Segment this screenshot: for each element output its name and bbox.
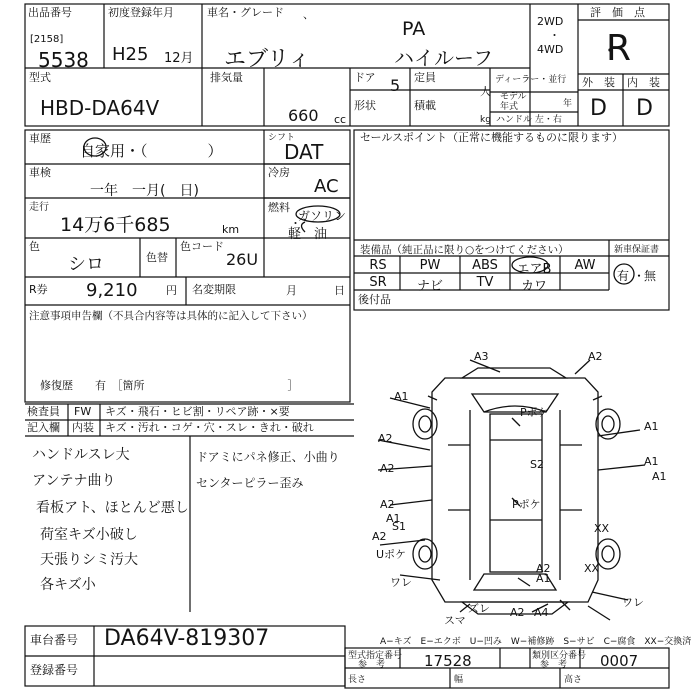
remark-2: 看板アト、ほとんど悪し: [36, 500, 189, 516]
warranty-dot: ・: [633, 269, 646, 283]
shift-label: シフト: [268, 133, 296, 143]
diagram-mark: A3: [474, 350, 489, 363]
diagram-mark: ズレ: [468, 602, 490, 615]
interior-value: D: [636, 96, 653, 121]
category-label: 類別区分番号: [532, 651, 587, 661]
score-label: 評 価 点: [590, 6, 645, 19]
diagram-mark: A2: [372, 530, 387, 543]
inspector-label-1: 検査員: [27, 405, 60, 418]
fuel-other: ・: [290, 217, 301, 230]
equipment-label: 装備品（純正品に限り○をつけてください）: [360, 244, 569, 256]
chassis-value: DA64V-819307: [104, 626, 270, 651]
width-label: 幅: [454, 675, 464, 685]
color-label: 色: [29, 240, 40, 253]
drive-dot: ・: [549, 29, 560, 42]
displacement-label: 排気量: [210, 71, 243, 84]
dealer-label: ディーラー・並行: [495, 75, 567, 85]
inspector-in-items: キズ・汚れ・コゲ・穴・スレ・きれ・破れ: [105, 421, 314, 434]
diagram-mark: A1: [652, 470, 667, 483]
inspection-label: 車検: [29, 166, 51, 179]
equip-aw: AW: [574, 258, 596, 273]
first-reg-label: 初度登録年月: [108, 6, 174, 19]
first-reg-month: 12月: [164, 51, 194, 66]
inspector-label-2: 記入欄: [27, 421, 60, 434]
year-unit: 年: [563, 99, 573, 109]
car-name-dot: 、: [303, 8, 314, 21]
diagram-mark: A1: [394, 390, 409, 403]
interior-label: 内 装: [627, 76, 660, 89]
category-value: 0007: [600, 652, 639, 670]
capacity-label: 定員: [414, 71, 436, 84]
name-change-day: 日: [334, 284, 345, 297]
remark-5: 各キズ小: [40, 577, 96, 593]
height-label: 高さ: [564, 675, 583, 685]
drive-4wd: 4WD: [537, 43, 564, 56]
diagram-mark: スマ: [444, 614, 466, 627]
score-value: R: [606, 28, 632, 69]
color-value: シロ: [68, 254, 104, 275]
mileage-unit: km: [222, 223, 240, 236]
grade: ハイルーフ: [394, 46, 493, 70]
color-code-value: 26U: [226, 250, 259, 269]
diagram-mark: A2: [380, 462, 395, 475]
shift-value: DAT: [284, 140, 324, 164]
fuel-gas: ガソリン: [298, 209, 347, 223]
displacement-value: 660: [288, 106, 319, 125]
model-value: HBD-DA64V: [40, 96, 160, 120]
equip-tv: TV: [476, 275, 494, 290]
diagram-mark: XX: [584, 562, 600, 575]
diagram-mark: A2: [588, 350, 603, 363]
remark-1: アンテナ曲り: [32, 473, 116, 489]
recycle-label: R券: [29, 283, 48, 296]
load-unit: kg: [480, 115, 491, 125]
sales-point-label: セールスポイント（正常に機能するものに限ります）: [360, 131, 624, 144]
diagram-mark: S2: [530, 458, 544, 471]
diagram-mark: XX: [594, 522, 610, 535]
load-label: 積載: [414, 99, 436, 112]
diagram-mark: A1: [644, 420, 659, 433]
inspector-in: 内装: [72, 421, 94, 434]
model-label: 型式: [29, 71, 51, 84]
exterior-value: D: [590, 96, 607, 121]
recycle-unit: 円: [166, 284, 177, 297]
diagram-mark: S1: [392, 520, 406, 533]
equip-sr: SR: [369, 275, 387, 290]
aftermarket-label: 後付品: [358, 293, 391, 306]
remark-3: 荷室キズ小破し: [40, 527, 138, 543]
displacement-unit: cc: [334, 113, 347, 126]
diagram-mark: Uポケ: [376, 548, 407, 561]
reg-label: 登録番号: [30, 663, 79, 677]
equip-rs: RS: [369, 258, 387, 273]
grade-top: PA: [402, 18, 426, 40]
mileage-value: 14万6千685: [60, 214, 171, 236]
color-code-label: 色コード: [180, 240, 224, 253]
name-change-label: 名変期限: [192, 283, 236, 296]
car-name-label: 車名・グレード: [207, 6, 284, 19]
recycle-value: 9,210: [86, 280, 138, 301]
aircon-label: 冷房: [268, 166, 290, 179]
model-year-label: モデル 年式: [500, 92, 527, 112]
drive-2wd: 2WD: [537, 15, 564, 28]
capacity-unit: 人: [480, 85, 491, 98]
car-diagram: [378, 360, 645, 620]
equip-leather: カワ: [520, 279, 547, 294]
equip-airbag: エアB: [516, 262, 552, 277]
warranty-none: 無: [644, 269, 657, 283]
diagram-mark: ワレ: [390, 576, 412, 589]
equip-pw: PW: [419, 258, 441, 273]
equip-navi: ナビ: [416, 279, 443, 294]
fuel-diesel: 軽 油: [288, 227, 328, 242]
lot-number: 5538: [38, 48, 89, 72]
diagram-mark: A2: [378, 432, 393, 445]
inspection-value: 一年 一月( 日): [90, 183, 199, 199]
type-designation-value: 17528: [424, 652, 472, 670]
type-designation-sub: 参 考: [358, 660, 386, 670]
remark-right-0: ドアミにパネ修正、小曲り: [196, 450, 340, 464]
diagram-mark: A1: [536, 572, 551, 585]
history-label: 車歴: [29, 132, 51, 145]
remark-0: ハンドルスレ大: [32, 447, 130, 463]
first-reg-value: H25: [112, 44, 149, 65]
equip-abs: ABS: [472, 258, 498, 273]
lot-label: 出品番号: [28, 6, 72, 19]
repair-label: 修復歴 有 ［箇所 ］: [40, 379, 299, 392]
diagram-mark: A2: [380, 498, 395, 511]
diagram-mark: A1: [644, 455, 659, 468]
warranty-label: 新車保証書: [614, 245, 660, 255]
diagram-legend: A−キズ E−エクボ U−凹み W−補修跡 S−サビ C−腐食 XX−交換済: [380, 637, 692, 647]
fuel-label: 燃料: [268, 201, 290, 214]
type-designation-label: 型式指定番号: [348, 651, 403, 661]
category-sub: 参 考: [540, 660, 568, 670]
lot-sub: [2158]: [30, 34, 64, 45]
diagram-mark: Pポケ: [520, 406, 549, 419]
length-label: 長さ: [348, 675, 367, 685]
chassis-label: 車台番号: [30, 633, 79, 647]
history-value: 自家用・（ ）: [80, 142, 223, 160]
name-change-month: 月: [286, 284, 297, 297]
car-name: エブリィ: [224, 47, 311, 72]
doors-label: ドア: [354, 71, 376, 84]
shape-label: 形状: [354, 99, 376, 112]
notes-label: 注意事項申告欄（不具合内容等は具体的に記入して下さい）: [29, 310, 313, 322]
inspector-fw-items: キズ・飛石・ヒビ割・リペア跡・×要: [105, 405, 290, 418]
remark-right-1: センターピラー歪み: [196, 476, 304, 490]
doors-value: 5: [390, 76, 401, 95]
diagram-mark: A2: [536, 562, 551, 575]
handle-label: ハンドル 左・右: [496, 115, 562, 125]
diagram-mark: ワレ: [622, 596, 644, 609]
mileage-label: 走行: [29, 202, 49, 213]
remark-4: 天張りシミ汚大: [40, 552, 138, 568]
diagram-mark: Pポケ: [512, 498, 541, 511]
diagram-mark: A1: [386, 512, 401, 525]
aircon-value: AC: [314, 176, 339, 197]
color-change-label: 色替: [146, 251, 168, 264]
diagram-mark: A2: [510, 606, 525, 619]
exterior-label: 外 装: [582, 76, 615, 89]
inspector-fw: FW: [74, 405, 92, 418]
diagram-mark: A4: [534, 606, 549, 619]
warranty-have: 有: [617, 269, 630, 283]
